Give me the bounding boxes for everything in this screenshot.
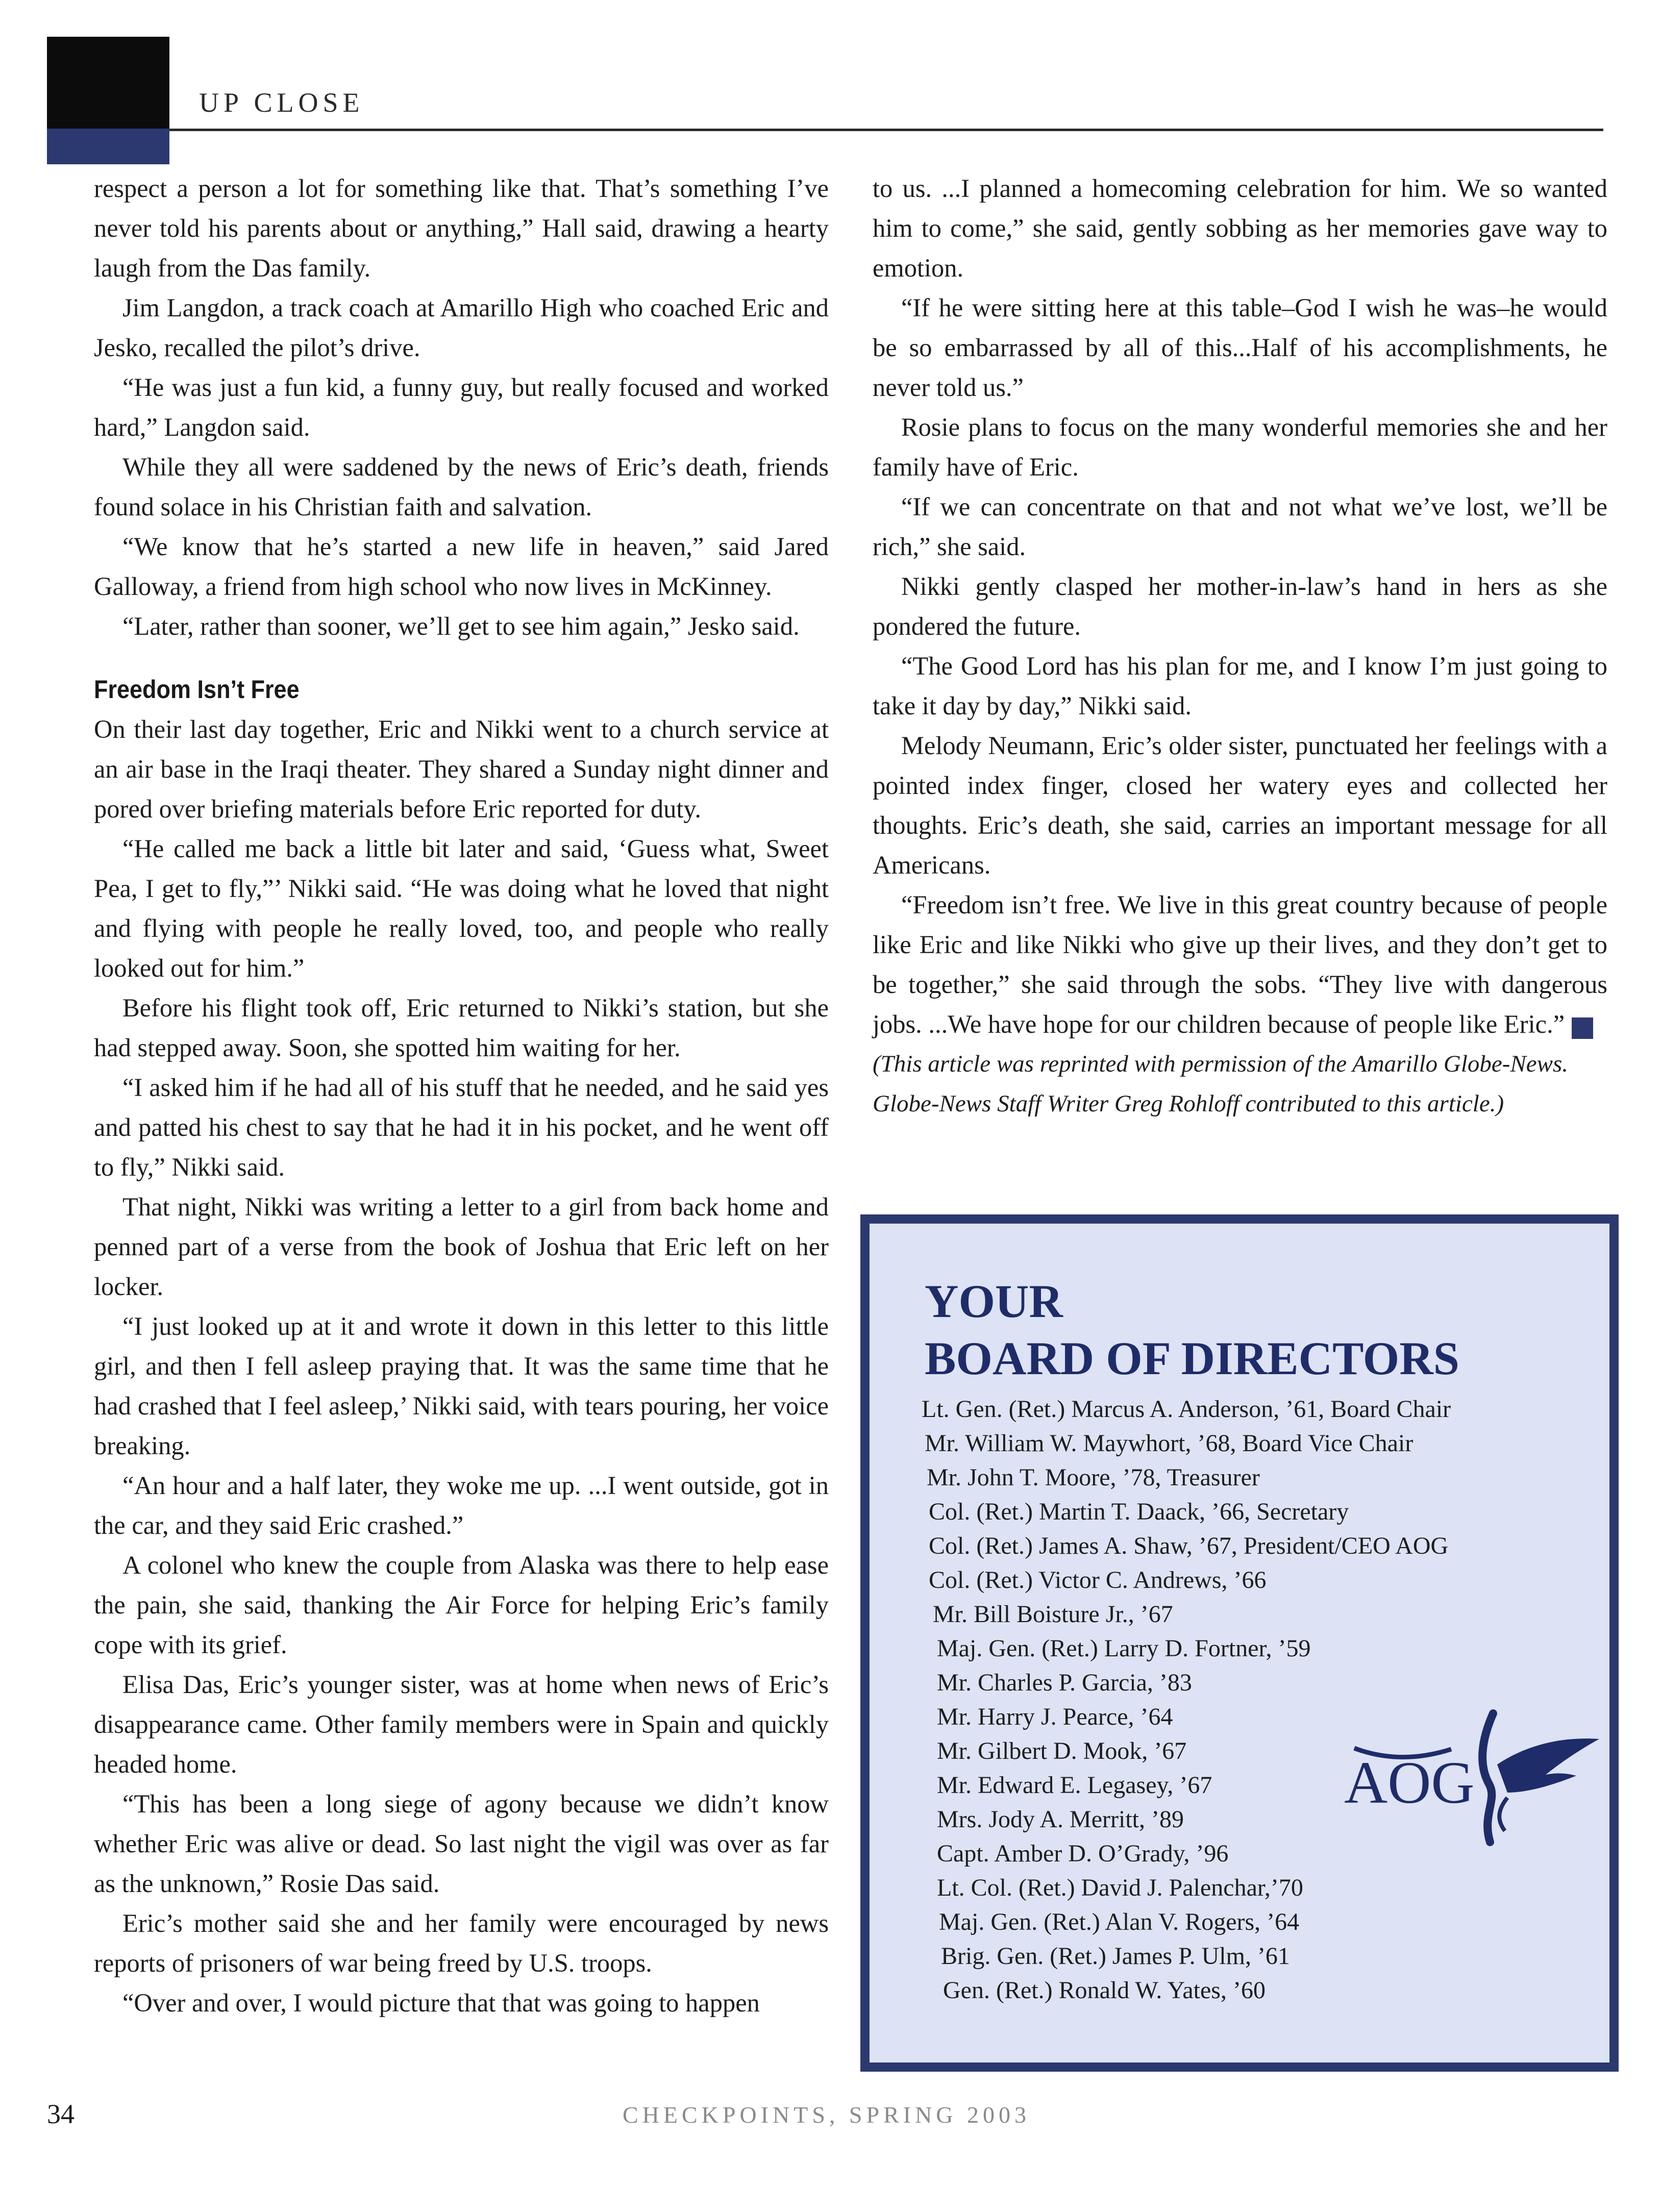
paragraph: Nikki gently clasped her mother-in-law’s hand in hers as she pondered the future. — [873, 572, 1607, 640]
board-member: Mr. Gilbert D. Mook, ’67 — [937, 1737, 1187, 1764]
board-member: Mr. Edward E. Legasey, ’67 — [937, 1772, 1212, 1799]
right-column — [873, 168, 1618, 1124]
paragraph: respect a person a lot for something like that. That’s something I’ve never told his parents about or anything,” Hall said, drawing a hearty laugh from the Das family. — [94, 174, 829, 282]
board-member: Mr. William W. Maywhort, ’68, Board Vice Chair — [925, 1430, 1413, 1457]
aog-logo-text: AOG — [1344, 1749, 1475, 1816]
paragraph-final — [873, 885, 1618, 1044]
paragraph: “The Good Lord has his plan for me, and I know I’m just going to take it day by day,” Nikki said. — [873, 652, 1607, 720]
paragraph: Melody Neumann, Eric’s older sister, punctuated her feelings with a pointed index finger, closed her watery eyes and collected her thoughts. Eric’s death, she said, carries an important message for all Americans. — [873, 731, 1607, 879]
board-member: Mr. Harry J. Pearce, ’64 — [937, 1703, 1173, 1730]
paragraph: Before his flight took off, Eric returned to Nikki’s station, but she had stepped away. Soon, she spotted him waiting for her. — [94, 993, 829, 1062]
paragraph: to us. ...I planned a homecoming celebration for him. We so wanted him to come,” she said, gently sobbing as her memories gave way to emotion. — [873, 174, 1607, 282]
paragraph: Eric’s mother said she and her family were encouraged by news reports of prisoners of war being freed by U.S. troops. — [94, 1909, 829, 1977]
paragraph: Rosie plans to focus on the many wonderful memories she and her family have of Eric. — [873, 413, 1607, 481]
board-member: Capt. Amber D. O’Grady, ’96 — [937, 1840, 1229, 1867]
end-mark-icon: ✓ — [1572, 1017, 1593, 1039]
paragraph: Jim Langdon, a track coach at Amarillo High who coached Eric and Jesko, recalled the pilot’s drive. — [94, 293, 829, 362]
paragraph: A colonel who knew the couple from Alaska was there to help ease the pain, she said, thanking the Air Force for helping Eric’s family cope with its grief. — [94, 1551, 829, 1659]
board-member: Col. (Ret.) Victor C. Andrews, ’66 — [929, 1567, 1267, 1594]
board-member: Col. (Ret.) Martin T. Daack, ’66, Secretary — [929, 1498, 1349, 1525]
board-title-line: BOARD OF DIRECTORS — [925, 1332, 1459, 1384]
paragraph: “He was just a fun kid, a funny guy, but really focused and worked hard,” Langdon said. — [94, 373, 829, 441]
board-of-directors-box — [860, 1214, 1619, 2072]
board-member: Brig. Gen. (Ret.) James P. Ulm, ’61 — [941, 1943, 1290, 1970]
paragraph: “If he were sitting here at this table–God I wish he was–he would be so embarrassed by all of this...Half of his accomplishments, he never told us.” — [873, 293, 1607, 402]
aog-logo-staff — [1482, 1713, 1493, 1842]
section-label: UP CLOSE — [199, 87, 364, 118]
board-member: Maj. Gen. (Ret.) Alan V. Rogers, ’64 — [939, 1908, 1300, 1935]
article-credit: (This article was reprinted with permission of the Amarillo Globe-News. Globe-News Staff Writer Greg Rohloff contributed to this article.) — [873, 1051, 1568, 1117]
paragraph-text: “Freedom isn’t free. We live in this great country because of people like Eric and like Nikki who give up their lives, and they don’t get to be together,” she said through the sobs. “They live with dangerous jobs. ...We have hope for our children because of people like Eric.” — [873, 890, 1607, 1038]
page-number: 34 — [47, 2099, 75, 2129]
board-member: Mr. Charles P. Garcia, ’83 — [937, 1669, 1192, 1696]
paragraph: “An hour and a half later, they woke me up. ...I went outside, got in the car, and they said Eric crashed.” — [94, 1471, 829, 1539]
aog-logo-icon — [1344, 1708, 1609, 1851]
board-member: Gen. (Ret.) Ronald W. Yates, ’60 — [943, 1977, 1266, 2004]
header-rule — [169, 129, 1603, 131]
board-member: Mr. John T. Moore, ’78, Treasurer — [927, 1464, 1260, 1491]
board-member: Maj. Gen. (Ret.) Larry D. Fortner, ’59 — [937, 1635, 1311, 1662]
board-title-line: YOUR — [925, 1275, 1063, 1327]
paragraph: “Later, rather than sooner, we’ll get to see him again,” Jesko said. — [122, 612, 800, 640]
board-member: Mr. Bill Boisture Jr., ’67 — [933, 1601, 1173, 1628]
board-member: Mrs. Jody A. Merritt, ’89 — [937, 1806, 1184, 1833]
paragraph: “If we can concentrate on that and not what we’ve lost, we’ll be rich,” she said. — [873, 492, 1607, 561]
aog-logo-tail — [1499, 1798, 1507, 1831]
board-member: Lt. Gen. (Ret.) Marcus A. Anderson, ’61, Board Chair — [922, 1396, 1451, 1423]
running-footer: CHECKPOINTS, SPRING 2003 — [623, 2102, 1031, 2128]
paragraph: “I asked him if he had all of his stuff that he needed, and he said yes and patted his chest to say that he had it in his pocket, and he went off to fly,” Nikki said. — [94, 1073, 829, 1181]
board-member: Lt. Col. (Ret.) David J. Palenchar,’70 — [937, 1874, 1303, 1901]
paragraph: “This has been a long siege of agony because we didn’t know whether Eric was alive or dead. So last night the vigil was over as far as the unknown,” Rosie Das said. — [94, 1790, 829, 1898]
aog-logo-wing — [1497, 1738, 1599, 1793]
paragraph: That night, Nikki was writing a letter to a girl from back home and penned part of a verse from the book of Joshua that Eric left on her locker. — [94, 1192, 829, 1301]
paragraph: “He called me back a little bit later and said, ‘Guess what, Sweet Pea, I get to fly,”’ Nikki said. “He was doing what he loved that night and flying with people he really loved, too, and people who really looked out for him.” — [94, 834, 829, 982]
paragraph: On their last day together, Eric and Nikki went to a church service at an air base in the Iraqi theater. They shared a Sunday night dinner and pored over briefing materials before Eric reported for duty. — [94, 715, 829, 823]
header-block-accent — [47, 129, 169, 164]
board-title — [925, 1273, 1459, 1387]
board-member-list — [922, 1392, 1451, 2007]
section-subhead: Freedom Isn’t Free — [94, 675, 300, 704]
paragraph: “Over and over, I would picture that that was going to happen — [122, 1989, 760, 2017]
paragraph: “I just looked up at it and wrote it down in this letter to this little girl, and then I fell asleep praying that. It was the same time that he had crashed that I feel asleep,’ Nikki said, with tears pouring, her voice breaking. — [94, 1312, 829, 1460]
paragraph: Elisa Das, Eric’s younger sister, was at home when news of Eric’s disappearance came. Other family members were in Spain and quickly headed home. — [94, 1670, 829, 1778]
left-column — [94, 168, 829, 2023]
paragraph: “We know that he’s started a new life in heaven,” said Jared Galloway, a friend from high school who now lives in McKinney. — [94, 532, 829, 601]
header-block — [47, 37, 169, 164]
board-member: Col. (Ret.) James A. Shaw, ’67, President/CEO AOG — [929, 1532, 1449, 1559]
paragraph: While they all were saddened by the news of Eric’s death, friends found solace in his Christian faith and salvation. — [94, 453, 829, 521]
